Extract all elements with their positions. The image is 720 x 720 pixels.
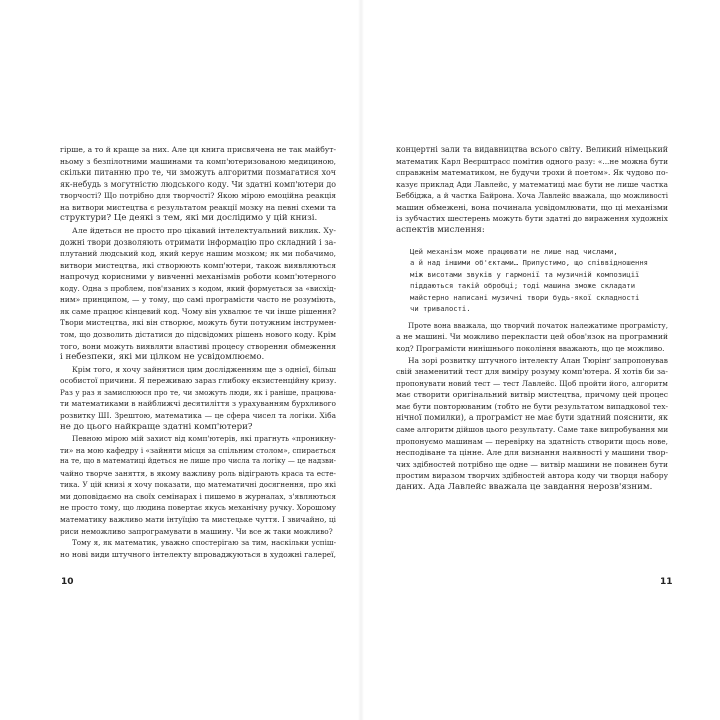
text-line: пропонуємо машинам — перевірку на здатність створити щось нове, (396, 436, 668, 446)
text-line: тика. У цій книзі я хочу показати, що математичні досягнення, про які (60, 480, 336, 490)
text-line: аспектів мислення: (396, 224, 485, 235)
text-line: Твори мистецтва, які він створює, можуть бути потужним інструмен- (60, 318, 337, 328)
text-line: простим виразом творчих здібностей автора коду чи творця набору (396, 471, 668, 481)
text-line: із зубчастих шестерень можуть бути здатні до вираження художніх (396, 214, 668, 224)
paragraph (60, 225, 336, 364)
text-line: том, що дозволить дістатися до підсвідомих рішень нового коду. Крім (60, 330, 336, 339)
text-line: машин обмежені, вона починала усвідомлювати, що ці механізми (396, 202, 668, 212)
text-line: плутаний людський код, який керує нашим мозком; як ми побачимо, (60, 249, 336, 259)
text-line: ним» принципом, — у тому, що самі програмісти часто не розуміють, (60, 295, 336, 305)
block-quote (410, 246, 668, 315)
text-line: розвитку ШІ. Зрештою, математика — це сфера чисел та логіки. Хіба (60, 410, 336, 420)
text-line: ти математиками в найближчі десятиліття з урахуванням бурхливого (60, 399, 336, 409)
text-line: даних. Ада Лавлейс вважала це завдання нерозв'язним. (396, 481, 653, 492)
quote-line: між висотами звуків у гармонії та музичній композиції (410, 269, 640, 279)
text-line: математику важливо мати інтуїцію та мистецьке чуття. І звичайно, ці (60, 515, 336, 524)
text-line: на те, що в математиці йдеться не лише про числа та логіку — це надзви- (60, 457, 336, 466)
text-line: не просто тому, що людина повертає якусь механічну ручку. Хорошому (60, 503, 336, 513)
text-line: саме алгоритм дійшов цього результату. Саме таке випробування ми (396, 424, 669, 434)
text-line: чих здібностей потрібно ще одне — витвір машини не повинен бути (396, 459, 668, 469)
paragraph (396, 355, 668, 494)
paragraph (60, 433, 336, 537)
text-line: пропонувати новий тест — тест Лавлейс. Щоб пройти його, алгоритм (396, 378, 668, 388)
text-line: як-небудь з могутністю людського коду. Чи здатні комп'ютери до (60, 179, 336, 189)
paragraph (396, 320, 668, 355)
text-line: Беббіджа, а й частка Байрона. Хоча Лавлейс вважала, що можливості (396, 191, 668, 201)
right-page-number: 11 (660, 577, 673, 587)
text-line: скільки питанню про те, чи зможуть алгоритми позмагатися хоч (60, 168, 336, 178)
text-line: ти» на мою кафедру і «зайняти місця за спільним столом», спирається (60, 445, 336, 455)
text-line: но нові види штучного інтелекту впроваджуються в художні галереї, (60, 549, 336, 559)
book-gutter (358, 0, 364, 720)
quote-line: а й над іншими об'єктами… Припустимо, що співвідношення (410, 258, 648, 268)
paragraph (396, 144, 668, 237)
left-page-text (60, 144, 336, 560)
text-line: творчості? Що потрібно для творчості? Якою мірою емоційна реакція (60, 191, 336, 201)
text-line: математик Карл Веєрштрасс помітив одного разу: «...не можна бути (396, 156, 668, 166)
text-line: гірше, а то й краще за них. Але ця книга присвячена не так майбут- (60, 145, 337, 154)
text-line: того, вони можуть виявляти властиві процесу створення обмеження (60, 341, 336, 351)
quote-line: Цей механізм може працювати не лише над числами, (410, 246, 618, 256)
text-line: напрочуд корисними у вивченні механізмів роботи комп'ютерного (60, 272, 336, 282)
paragraph (60, 537, 336, 560)
text-line: концертні зали та видавництва всього світу. Великий німецький (396, 145, 668, 154)
paragraph (60, 144, 336, 225)
text-line: Раз у раз я замислююся про те, чи зможуть люди, як і раніше, працюва- (60, 387, 336, 397)
paragraph (60, 364, 336, 433)
text-line: не до цього найкраще здатні комп'ютери? (60, 421, 253, 432)
text-line: витвори мистецтва, які створюють комп'ютери, також виявляються (60, 260, 336, 270)
text-line: на витвори мистецтва є результатом реакції мозку на певні схеми та (60, 202, 336, 212)
text-line: особистої причини. Я переживаю зараз глибоку екзистенційну кризу. (60, 376, 337, 386)
text-line: має бути повторюваним (тобто не бути результатом випадкової тех- (396, 401, 668, 411)
text-line: як саме працює кінцевий код. Чому він ухвалює те чи інше рішення? (60, 306, 336, 316)
text-line: Крім того, я хочу зайнятися цим дослідженням ще з однієї, більш (72, 364, 336, 374)
right-page-text (396, 144, 668, 493)
text-line: Але йдеться не просто про цікавий інтелектуальний виклик. Ху- (72, 225, 336, 235)
text-line: Певною мірою мій захист від комп'ютерів, які прагнуть «проникну- (72, 434, 336, 444)
text-line: а не машині. Чи можливо перекласти цей обов'язок на програмний (396, 332, 668, 342)
text-line: несподіване та цінне. Але для визнання наявності у машини твор- (396, 448, 668, 458)
text-line: риси неможливо запрограмувати в машину. Чи все ж таки можливо? (60, 526, 333, 536)
text-line: коду. Одна з проблем, пов'язаних з кодом, який формується за «висхід- (60, 283, 336, 293)
quote-line: чи тривалості. (410, 304, 471, 314)
text-line: На зорі розвитку штучного інтелекту Алан Тюрінґ запропонував (408, 355, 668, 365)
text-line: і небезпеки, які ми цілком не усвідомлюємо. (60, 352, 265, 363)
quote-line: піддаються такій обробці; тоді машина зможе складати (410, 281, 636, 291)
quote-line: майстерно написані музичні твори будь-якої складності (410, 292, 640, 302)
text-line: чайно творче заняття, в якому важливу роль відіграють краса та есте- (60, 468, 336, 478)
text-line: Проте вона вважала, що творчий початок належатиме програмісту, (408, 320, 668, 330)
left-page-number: 10 (61, 577, 74, 587)
text-line: казує приклад Ади Лавлейс, у математиці має бути не лише частка (396, 179, 668, 189)
text-line: має створити оригінальний витвір мистецтва, причому цей процес (396, 390, 668, 400)
text-line: ми доповідаємо на своїх семінарах і пишемо в журналах, з'являються (60, 491, 336, 501)
text-line: структури? Це деякі з тем, які ми дослідимо у цій книзі. (60, 213, 318, 224)
text-line: код? Програмісти нинішнього покоління вважають, що це можливо. (396, 344, 665, 353)
text-line: нічної помилки), а програміст не має бути здатний пояснити, як (396, 413, 668, 423)
text-line: Тому я, як математик, уважно спостерігаю за тим, наскільки успіш- (72, 538, 336, 548)
text-line: дожні твори дозволяють отримати інформацію про складний і за- (60, 237, 336, 247)
text-line: свій знаменитий тест для виміру розуму комп'ютера. Я хотів би за- (396, 367, 668, 377)
text-line: справжнім математиком, не будучи трохи й поетом». Як чудово по- (396, 168, 668, 178)
text-line: ньому з безпілотними машинами та комп'ютеризованою медициною, (60, 156, 336, 166)
